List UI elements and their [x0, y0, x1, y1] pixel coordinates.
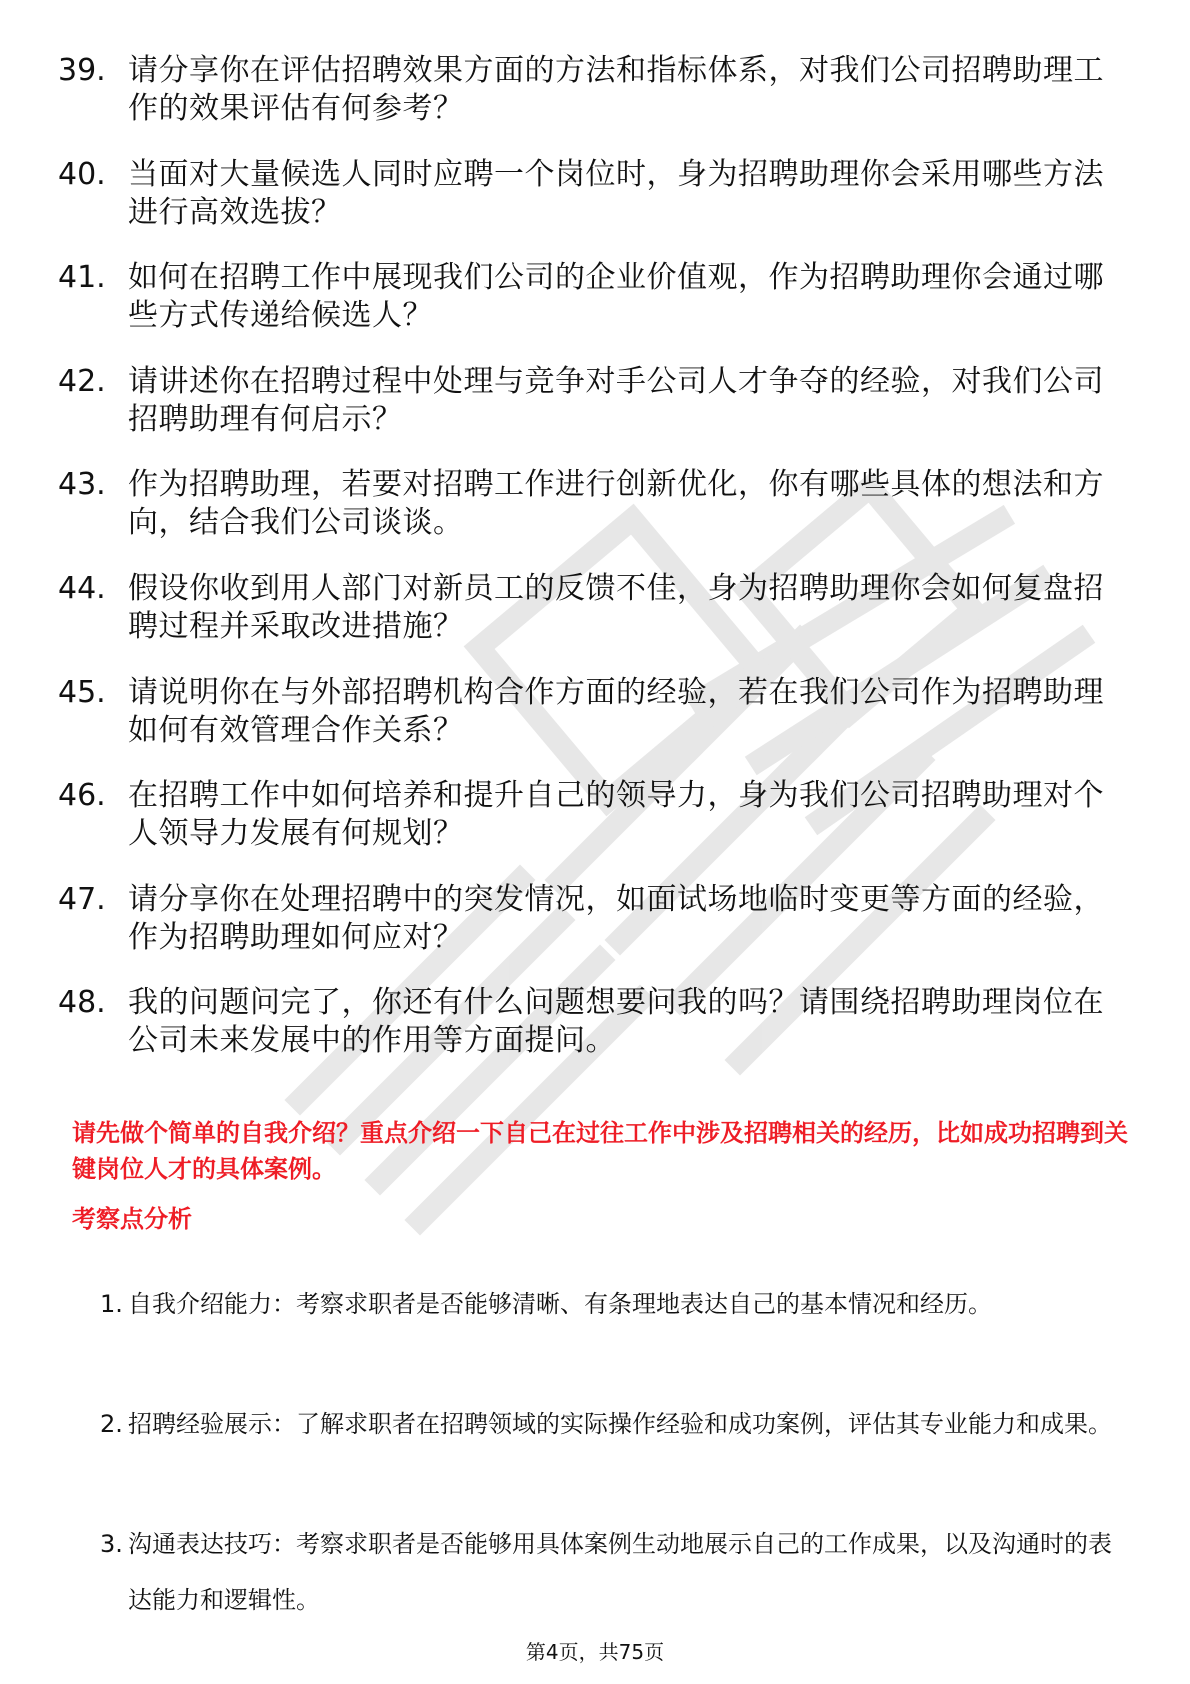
- question-text: 当面对大量候选人同时应聘一个岗位时，身为招聘助理你会采用哪些方法进行高效选拔？: [128, 156, 1104, 230]
- question-text: 我的问题问完了，你还有什么问题想要问我的吗？请围绕招聘助理岗位在公司未来发展中的作用等方面提问。: [128, 985, 1104, 1059]
- analysis-point: [0, 1276, 1190, 1396]
- question-number: 42.: [58, 363, 106, 399]
- question-text: 请说明你在与外部招聘机构合作方面的经验，若在我们公司作为招聘助理如何有效管理合作关系？: [128, 674, 1104, 748]
- question-text: 请讲述你在招聘过程中处理与竞争对手公司人才争夺的经验，对我们公司招聘助理有何启示？: [128, 363, 1104, 437]
- page-footer: 第4页，共75页: [525, 1640, 665, 1664]
- analysis-point-text: 自我介绍能力：考察求职者是否能够清晰、有条理地表达自己的基本情况和经历。: [128, 1290, 992, 1318]
- question-number: 45.: [58, 674, 106, 710]
- analysis-point-text: 招聘经验展示：了解求职者在招聘领域的实际操作经验和成功案例，评估其专业能力和成果。: [128, 1410, 1112, 1438]
- question-number: 43.: [58, 467, 106, 503]
- question-number: 46.: [58, 778, 106, 814]
- question-number: 40.: [58, 156, 106, 192]
- question-text: 如何在招聘工作中展现我们公司的企业价值观，作为招聘助理你会通过哪些方式传递给候选人？: [128, 260, 1104, 334]
- analysis-point-number: 3.: [100, 1530, 123, 1558]
- question-item: [0, 466, 1190, 570]
- analysis-point-number: 1.: [100, 1290, 123, 1318]
- analysis-point-list: [0, 1276, 1190, 1636]
- question-item: [0, 881, 1190, 985]
- question-item: [0, 984, 1190, 1088]
- question-item: [0, 156, 1190, 260]
- analysis-point-number: 2.: [100, 1410, 123, 1438]
- question-text: 在招聘工作中如何培养和提升自己的领导力，身为我们公司招聘助理对个人领导力发展有何规划？: [128, 778, 1104, 852]
- question-item: [0, 674, 1190, 778]
- question-number: 44.: [58, 570, 106, 606]
- intro-question: 请先做个简单的自我介绍？重点介绍一下自己在过往工作中涉及招聘相关的经历，比如成功招聘到关键岗位人才的具体案例。: [72, 1119, 1128, 1183]
- analysis-heading: 考察点分析: [72, 1205, 192, 1233]
- question-number: 47.: [58, 881, 106, 917]
- question-item: [0, 52, 1190, 156]
- question-number: 41.: [58, 260, 106, 296]
- question-item: [0, 570, 1190, 674]
- analysis-point: [0, 1516, 1190, 1636]
- question-list: [0, 52, 1190, 1088]
- question-text: 作为招聘助理，若要对招聘工作进行创新优化，你有哪些具体的想法和方向，结合我们公司谈谈。: [128, 467, 1104, 541]
- question-text: 请分享你在处理招聘中的突发情况，如面试场地临时变更等方面的经验，作为招聘助理如何应对？: [128, 881, 1104, 955]
- analysis-point-text: 沟通表达技巧：考察求职者是否能够用具体案例生动地展示自己的工作成果，以及沟通时的表达能力和逻辑性。: [128, 1530, 1112, 1614]
- question-text: 请分享你在评估招聘效果方面的方法和指标体系，对我们公司招聘助理工作的效果评估有何参考？: [128, 53, 1104, 126]
- question-text: 假设你收到用人部门对新员工的反馈不佳，身为招聘助理你会如何复盘招聘过程并采取改进措施？: [128, 570, 1104, 644]
- question-item: [0, 777, 1190, 881]
- question-number: 39.: [58, 53, 106, 88]
- question-item: [0, 363, 1190, 467]
- analysis-point: [0, 1396, 1190, 1516]
- question-item: [0, 259, 1190, 363]
- question-number: 48.: [58, 985, 106, 1021]
